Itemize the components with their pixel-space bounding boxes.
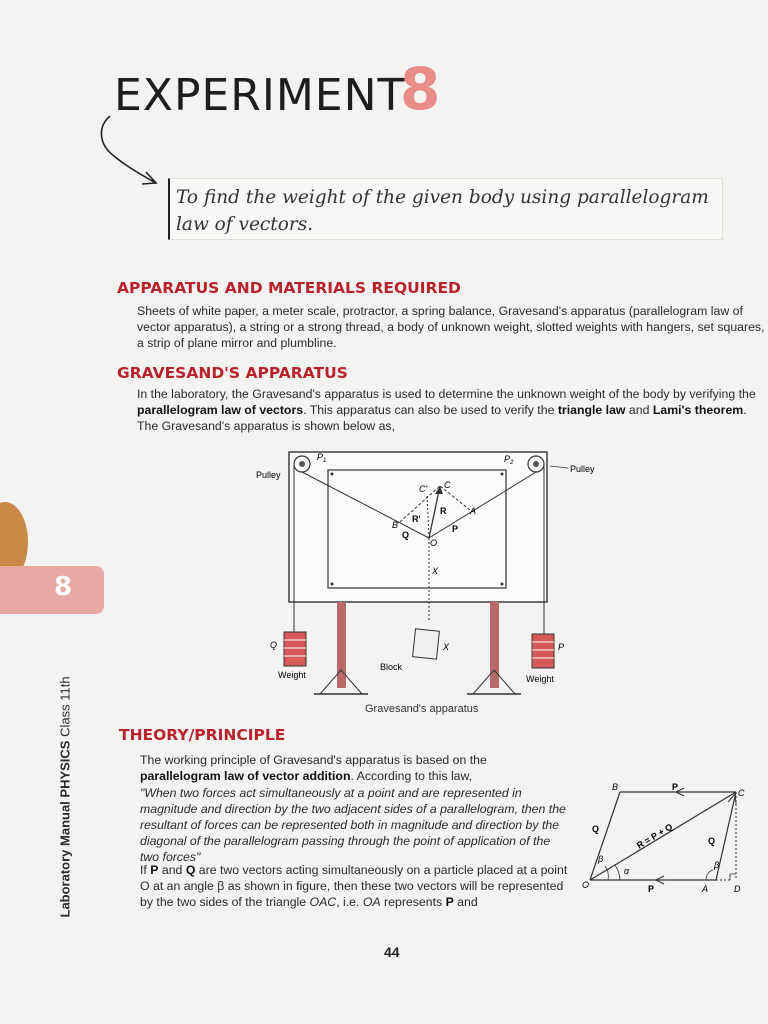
svg-text:D: D bbox=[734, 884, 741, 894]
parallelogram-figure bbox=[580, 780, 750, 896]
svg-text:Weight: Weight bbox=[278, 670, 306, 680]
right-leg bbox=[490, 602, 499, 688]
svg-text:O: O bbox=[582, 880, 590, 890]
svg-text:β: β bbox=[598, 854, 604, 864]
svg-text:P1: $P_1$ bbox=[317, 452, 327, 464]
svg-text:P: P bbox=[558, 642, 565, 652]
experiment-title: EXPERIMENT bbox=[114, 70, 406, 121]
svg-text:A: A bbox=[702, 884, 709, 894]
figure-caption: Gravesand's apparatus bbox=[365, 703, 479, 715]
svg-text:Pulley: Pulley bbox=[570, 464, 595, 474]
svg-text:α: α bbox=[624, 866, 630, 876]
theory-quote: "When two forces act simultaneously at a point and are represented in magnitude and direction by the two adjacent sides of a parallelogram, then the resultant of forces can be represented both in magnitude and direction by the diagonal of the parallelogram passing through the point of application of the two forces" bbox=[140, 786, 566, 864]
svg-text:P: P bbox=[452, 524, 459, 534]
theory-heading: THEORY/PRINCIPLE bbox=[119, 726, 286, 744]
curved-arrow-icon bbox=[96, 112, 166, 192]
svg-text:C': C' bbox=[419, 484, 428, 494]
svg-text:Block: Block bbox=[380, 662, 403, 672]
svg-text:Pulley: Pulley bbox=[256, 470, 281, 480]
svg-text:P: P bbox=[672, 782, 679, 792]
svg-text:R: R bbox=[440, 506, 447, 516]
gravesand-text: In the laboratory, the Gravesand's apparatus is used to determine the unknown weight of the body by verifying the parallelogram law of vectors. This apparatus can also be used to verify the triangle law and Lami's theorem. The Gravesand's apparatus is shown below as, bbox=[137, 387, 756, 433]
block-icon bbox=[413, 629, 440, 659]
svg-text:Q: Q bbox=[708, 836, 716, 846]
right-weight-icon bbox=[532, 628, 554, 668]
left-leg bbox=[337, 602, 346, 688]
svg-text:A: A bbox=[470, 506, 477, 516]
left-weight-icon bbox=[284, 626, 306, 666]
svg-text:Weight: Weight bbox=[526, 674, 554, 684]
svg-text:C: C bbox=[444, 480, 451, 490]
theory-text-2: If P and Q are two vectors acting simultaneously on a particle placed at a point O at an angle β as shown in figure, then these two vectors will be represented by the two sides of the triangle OAC, i.e. OA represents P and bbox=[140, 863, 568, 909]
apparatus-text: Sheets of white paper, a meter scale, protractor, a spring balance, Gravesand's apparatus (parallelogram law of vector apparatus), a string or a strong thread, a body of unknown weight, slotted weights with hangers, set squares, a strip of plane mirror and plumbline. bbox=[137, 304, 765, 350]
svg-text:β: β bbox=[714, 860, 720, 870]
svg-text:R': R' bbox=[412, 514, 421, 524]
svg-text:O: O bbox=[430, 538, 438, 548]
svg-text:P2: $P_2$ bbox=[504, 454, 514, 466]
gravesand-apparatus-figure bbox=[240, 442, 610, 704]
sidebar-label: Laboratory Manual PHYSICS Class 11th bbox=[57, 676, 73, 918]
apparatus-heading: APPARATUS AND MATERIALS REQUIRED bbox=[117, 279, 461, 297]
svg-text:X: X bbox=[443, 642, 450, 652]
svg-text:C: C bbox=[738, 788, 745, 798]
chapter-tab-number: 8 bbox=[54, 572, 73, 602]
svg-text:B: B bbox=[612, 782, 619, 792]
svg-text:R = P + Q: R = P + Q bbox=[634, 821, 675, 851]
experiment-number: 8 bbox=[400, 55, 441, 123]
gravesand-heading: GRAVESAND'S APPARATUS bbox=[117, 364, 348, 382]
svg-text:X: X bbox=[432, 566, 439, 576]
svg-text:Q: Q bbox=[592, 824, 600, 834]
page-number: 44 bbox=[384, 944, 400, 960]
chapter-tab bbox=[0, 566, 104, 614]
theory-text: The working principle of Gravesand's apparatus is based on the parallelogram law of vector addition. According to this law, bbox=[140, 753, 487, 783]
svg-text:P: P bbox=[648, 884, 655, 894]
aim-text: To find the weight of the given body using parallelogram law of vectors. bbox=[176, 187, 709, 235]
svg-text:Q: Q bbox=[270, 640, 278, 650]
svg-text:Q: Q bbox=[402, 530, 410, 540]
svg-text:B: B bbox=[392, 520, 399, 530]
